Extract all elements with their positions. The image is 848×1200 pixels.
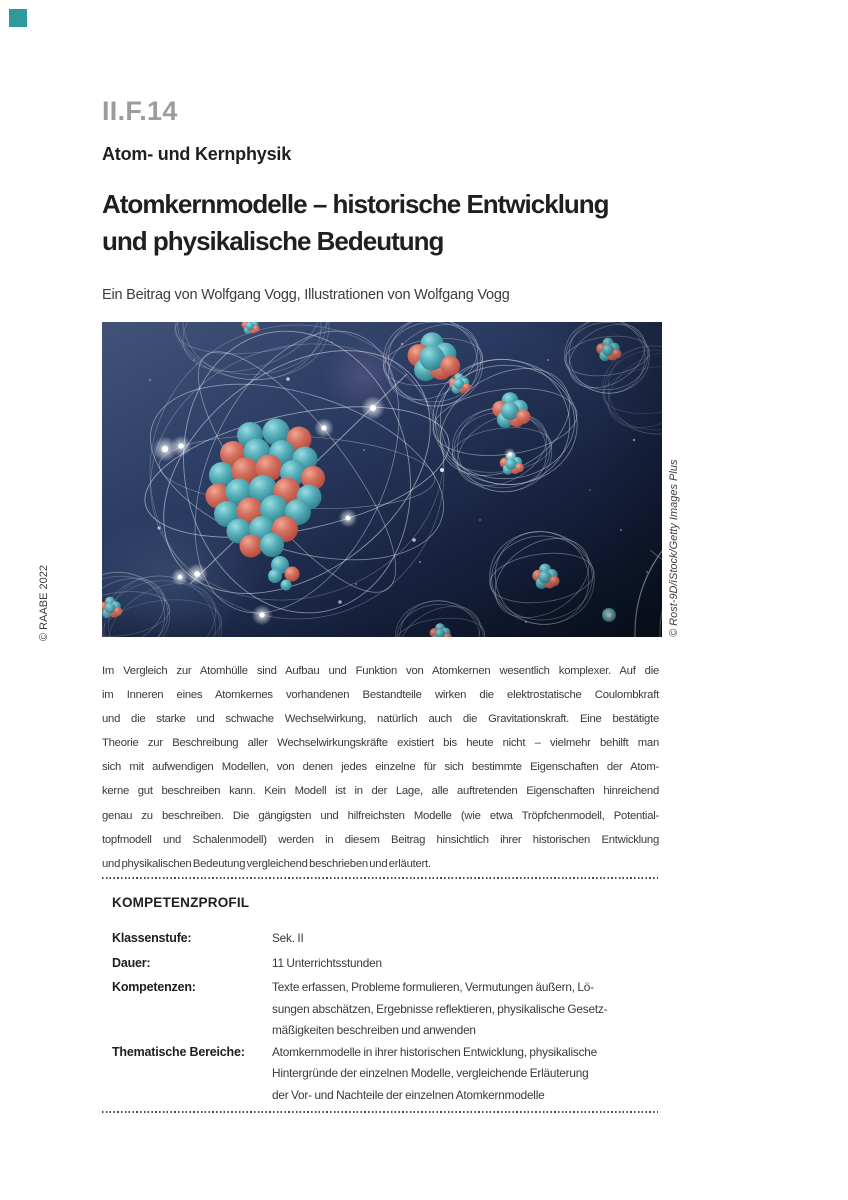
raabe-brand-square-icon: [9, 9, 27, 27]
intro-line: und physikalischen Bedeutung vergleichend beschrieben und erläutert.: [102, 857, 431, 870]
competence-profile-table: [112, 928, 658, 1106]
table-row: [112, 1042, 658, 1107]
page-title-line1: Atomkernmodelle – historische Entwicklung: [102, 189, 609, 219]
intro-line: kerne gut beschreiben kann. Kein Modell ist in der Lage, alle auftretenden Eigenschaften hinreichend: [102, 785, 659, 798]
image-credit: © Rost-9D/iStock/Getty Images Plus: [668, 459, 680, 637]
intro-line: Im Vergleich zur Atomhülle sind Aufbau und Funktion von Atomkernen wesentlich komplexer. Auf die: [102, 665, 659, 677]
value-line: Hintergründe der einzelnen Modelle, vergleichende Erläuterung: [272, 1066, 589, 1080]
row-label: Thematische Bereiche:: [112, 1044, 245, 1059]
subject-heading: Atom- und Kernphysik: [102, 144, 292, 164]
page-title: [102, 186, 609, 260]
row-value: 11 Unterrichtsstunden: [272, 955, 382, 970]
table-row: [112, 953, 658, 975]
dotted-divider-top: [102, 877, 658, 879]
intro-line: sich mit aufwendigen Modellen, von denen jedes einzelne für sich bestimmte Eigenschaften der Atom-: [102, 761, 659, 774]
value-line: Atomkernmodelle in ihrer historischen Entwicklung, physikalische: [272, 1044, 597, 1059]
intro-line: genau zu beschreiben. Die gängigsten und hilfreichsten Modelle (wie etwa Tröpfchenmodell, Potential-: [102, 809, 659, 822]
competence-profile-heading: KOMPETENZPROFIL: [112, 895, 250, 910]
intro-line: und die starke und schwache Wechselwirkung, natürlich auch die Gravitationskraft. Eine bestätigte: [102, 713, 659, 726]
intro-line: Theorie zur Beschreibung aller Wechselwirkungskräfte existiert bis heute nicht – vielmehr behilft man: [102, 737, 659, 750]
intro-paragraph: [102, 659, 659, 876]
row-label: Dauer:: [112, 955, 151, 970]
row-label: Klassenstufe:: [112, 931, 192, 945]
value-line: mäßigkeiten beschreiben und anwenden: [272, 1023, 476, 1037]
row-label: Kompetenzen:: [112, 980, 196, 994]
atom-illustration: [102, 322, 662, 637]
row-value: [272, 1042, 658, 1107]
document-code: II.F.14: [102, 96, 178, 126]
row-value: Sek. II: [272, 931, 304, 945]
intro-line: topfmodell und Schalenmodell) werden in diesem Beitrag hinsichtlich ihrer historischen Entwicklung: [102, 833, 659, 846]
table-row: [112, 977, 658, 1042]
table-row: [112, 928, 658, 950]
page-title-line2: und physikalische Bedeutung: [102, 226, 444, 256]
dotted-divider-bottom: [102, 1111, 658, 1113]
value-line: Texte erfassen, Probleme formulieren, Vermutungen äußern, Lö-: [272, 980, 594, 994]
row-value: [272, 977, 658, 1042]
intro-line: im Inneren eines Atomkernes vorhandenen Bestandteile wirken die elektrostatische Coulombkraft: [102, 689, 659, 702]
value-line: der Vor- und Nachteile der einzelnen Atomkernmodelle: [272, 1087, 545, 1102]
byline: Ein Beitrag von Wolfgang Vogg, Illustrationen von Wolfgang Vogg: [102, 287, 510, 303]
value-line: sungen abschätzen, Ergebnisse reflektieren, physikalische Gesetz-: [272, 1001, 608, 1016]
publisher-copyright: © RAABE 2022: [38, 565, 50, 641]
